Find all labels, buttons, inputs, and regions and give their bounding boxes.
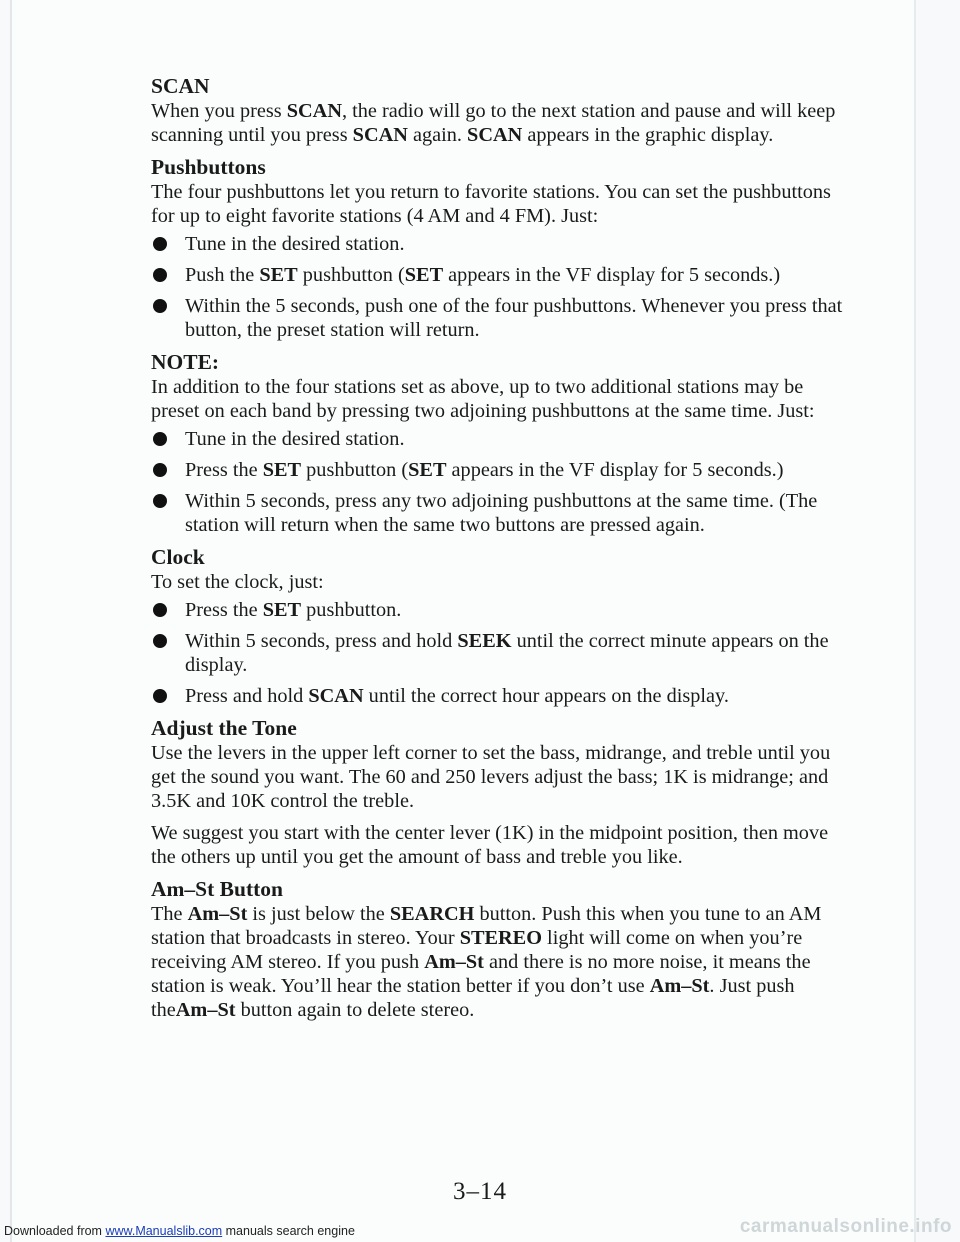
- watermark-logo: carmanualsonline.info: [739, 1216, 952, 1237]
- bold-term: SET: [404, 264, 444, 286]
- bullet-item: [151, 489, 851, 537]
- bullet-text: Within 5 seconds, press and hold SEEK until the correct minute appears on the display.: [185, 630, 829, 676]
- bullet-text: Press and hold SCAN until the correct hour appears on the display.: [185, 685, 729, 707]
- bullet-item: [151, 684, 851, 708]
- bold-term: Am–St: [424, 951, 484, 973]
- bullet-item: [151, 294, 851, 342]
- bullet-item: [151, 629, 851, 677]
- bold-term: Am–St: [175, 999, 236, 1021]
- bold-term: Am–St: [187, 903, 248, 925]
- pushbuttons-bullet-list: [151, 232, 851, 342]
- bold-term: SET: [262, 459, 302, 481]
- bullet-item: [151, 458, 851, 482]
- bullet-text: Press the SET pushbutton.: [185, 599, 402, 621]
- bullet-text: Within 5 seconds, press any two adjoining pushbuttons at the same time. (The station will return when the same two buttons are pressed again.: [185, 490, 818, 536]
- bullet-item: [151, 263, 851, 287]
- clock-bullet-list: [151, 598, 851, 708]
- bullet-text: Within the 5 seconds, push one of the four pushbuttons. Whenever you press that button, the preset station will return.: [185, 295, 843, 341]
- pushbuttons-intro: The four pushbuttons let you return to favorite stations. You can set the pushbuttons for up to eight favorite stations (4 AM and 4 FM). Just:: [151, 181, 831, 227]
- bullet-dot-icon: [153, 634, 167, 648]
- bold-term: SCAN: [286, 100, 342, 122]
- note-intro: In addition to the four stations set as above, up to two additional stations may be preset on each band by pressing two adjoining pushbuttons at the same time. Just:: [151, 376, 815, 422]
- scan-paragraph: When you press SCAN, the radio will go to the next station and pause and will keep scanning until you press SCAN again. SCAN appears in the graphic display.: [151, 100, 836, 146]
- bold-term: SET: [408, 459, 447, 481]
- bold-term: SEEK: [457, 630, 512, 652]
- heading-adjust-tone: Adjust the Tone: [151, 716, 297, 740]
- manual-content: [151, 74, 851, 1030]
- footer-suffix: manuals search engine: [222, 1224, 355, 1238]
- heading-scan: SCAN: [151, 74, 210, 98]
- bullet-text: Tune in the desired station.: [185, 428, 405, 450]
- tone-paragraph-1: Use the levers in the upper left corner to set the bass, midrange, and treble until you get the sound you want. The 60 and 250 levers adjust the bass; 1K is midrange; and 3.5K and 10K control the treble.: [151, 742, 831, 812]
- bold-term: SET: [262, 599, 302, 621]
- download-footer: [4, 1224, 355, 1238]
- section-note: [151, 350, 851, 537]
- bullet-dot-icon: [153, 432, 167, 446]
- section-pushbuttons: [151, 155, 851, 342]
- bullet-dot-icon: [153, 268, 167, 282]
- bullet-item: [151, 427, 851, 451]
- bold-term: STEREO: [459, 927, 542, 949]
- note-bullet-list: [151, 427, 851, 537]
- tone-paragraph-2: We suggest you start with the center lever (1K) in the midpoint position, then move the others up until you get the amount of bass and treble you like.: [151, 822, 829, 868]
- bold-term: Am–St: [649, 975, 710, 997]
- section-scan: [151, 74, 851, 147]
- bullet-dot-icon: [153, 689, 167, 703]
- bullet-text: Tune in the desired station.: [185, 233, 405, 255]
- am-st-paragraph: The Am–St is just below the SEARCH button. Push this when you tune to an AM station that broadcasts in stereo. Your STEREO light will come on when you’re receiving AM stereo. If you push Am–St and there is no more noise, it means the station is weak. You’ll hear the station better if you don’t use Am–St. Just push theAm–St button again to delete stereo.: [151, 903, 822, 1021]
- heading-pushbuttons: Pushbuttons: [151, 155, 266, 179]
- section-am-st-button: [151, 877, 851, 1022]
- bullet-item: [151, 232, 851, 256]
- bullet-item: [151, 598, 851, 622]
- footer-prefix: Downloaded from: [4, 1224, 106, 1238]
- bullet-text: Push the SET pushbutton (SET appears in the VF display for 5 seconds.): [185, 264, 781, 286]
- manualslib-link[interactable]: www.Manualslib.com: [105, 1224, 223, 1238]
- bullet-dot-icon: [153, 237, 167, 251]
- bullet-text: Press the SET pushbutton (SET appears in the VF display for 5 seconds.): [185, 459, 784, 481]
- heading-clock: Clock: [151, 545, 205, 569]
- bold-term: SCAN: [352, 124, 408, 146]
- bullet-dot-icon: [153, 463, 167, 477]
- page-number: 3–14: [453, 1178, 507, 1205]
- bullet-dot-icon: [153, 494, 167, 508]
- section-adjust-tone: [151, 716, 851, 869]
- bold-term: SCAN: [308, 685, 364, 707]
- bold-term: SET: [259, 264, 298, 286]
- bullet-dot-icon: [153, 299, 167, 313]
- clock-intro: To set the clock, just:: [151, 571, 324, 593]
- heading-am-st-button: Am–St Button: [151, 877, 284, 901]
- bold-term: SEARCH: [389, 903, 475, 925]
- bullet-dot-icon: [153, 603, 167, 617]
- heading-note: NOTE:: [151, 350, 220, 374]
- section-clock: [151, 545, 851, 708]
- bold-term: SCAN: [467, 124, 523, 146]
